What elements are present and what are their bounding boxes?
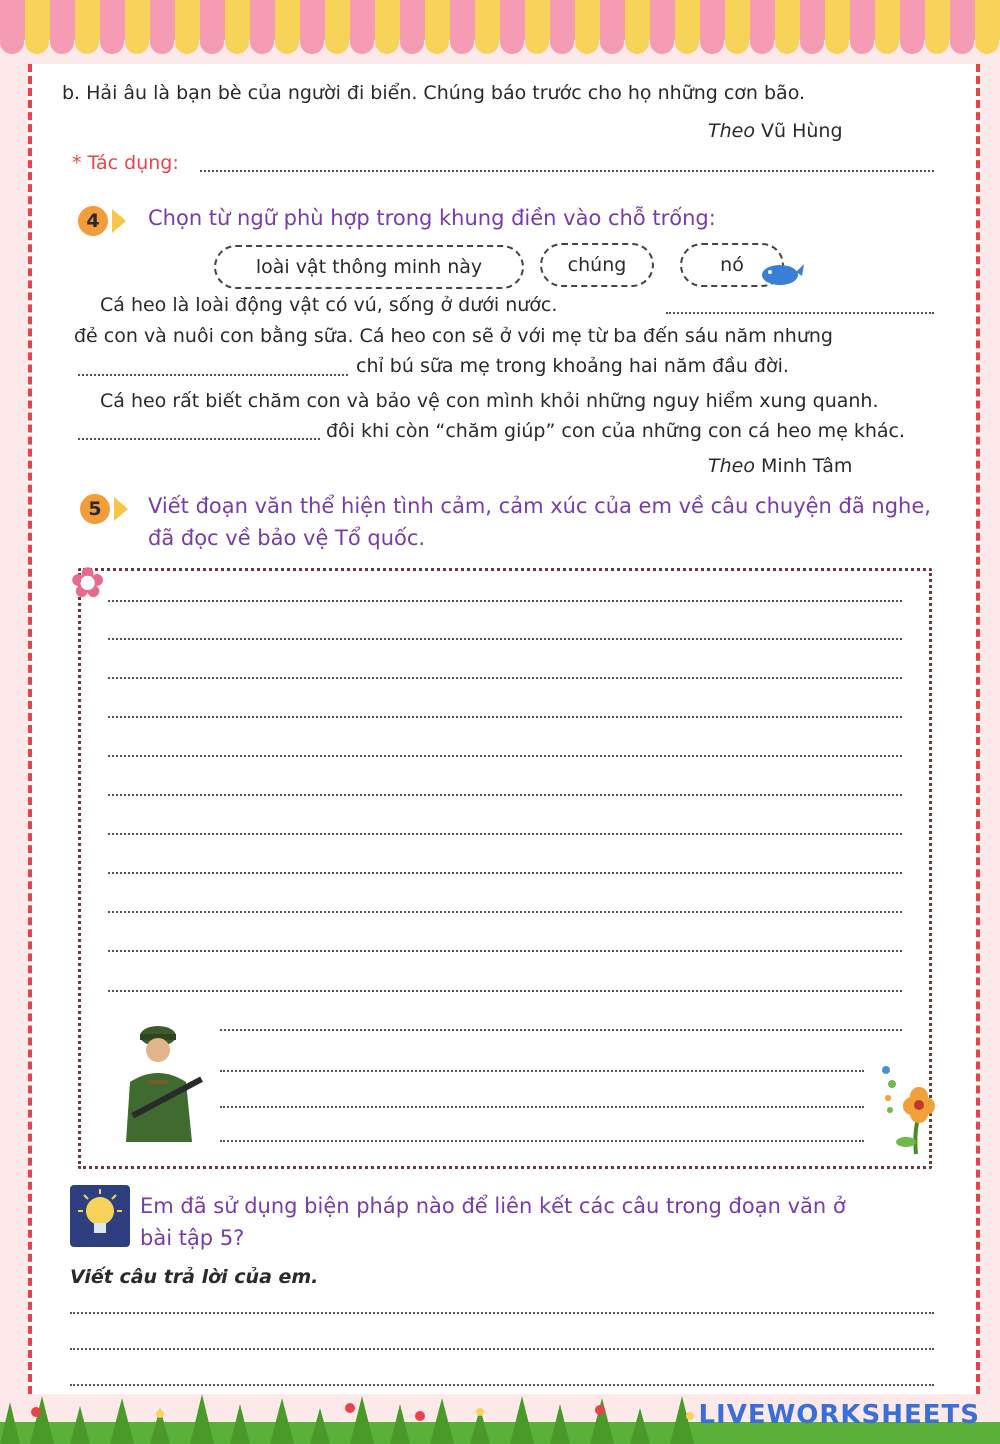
exercise-4-number: 4	[78, 206, 108, 236]
writing-line[interactable]	[220, 1070, 864, 1072]
para1-line1: Cá heo là loài động vật có vú, sống ở dưới nước.	[100, 294, 558, 316]
effect-answer-line[interactable]	[200, 170, 934, 172]
writing-line[interactable]	[108, 755, 902, 757]
blank-3[interactable]	[78, 438, 320, 440]
blank-1[interactable]	[666, 312, 934, 314]
reflection-question-line1: Em đã sử dụng biện pháp nào để liên kết các câu trong đoạn văn ở	[140, 1194, 846, 1218]
reflection-prompt: Viết câu trả lời của em.	[70, 1266, 319, 1288]
part-b-sentence: b. Hải âu là bạn bè của người đi biển. Chúng báo trước cho họ những cơn bão.	[62, 82, 806, 104]
source-prefix: Theo	[708, 120, 755, 142]
para2-line1: Cá heo rất biết chăm con và bảo vệ con mình khỏi những nguy hiểm xung quanh.	[100, 390, 879, 412]
writing-line[interactable]	[220, 1106, 864, 1108]
para1-line3: chỉ bú sữa mẹ trong khoảng hai năm đầu đời.	[356, 355, 789, 377]
writing-line[interactable]	[108, 794, 902, 796]
blank-2[interactable]	[78, 374, 348, 376]
writing-line[interactable]	[108, 911, 902, 913]
bow-icon: ✿	[70, 558, 106, 607]
para1-line2: đẻ con và nuôi con bằng sữa. Cá heo con sẽ ở với mẹ từ ba đến sáu năm nhưng	[74, 325, 833, 347]
reflection-question-line2: bài tập 5?	[140, 1226, 245, 1250]
flag-icon	[114, 497, 128, 521]
source-author: Vũ Hùng	[761, 120, 843, 142]
choice-chip-3[interactable]: nó	[680, 243, 784, 287]
flag-icon	[112, 209, 126, 233]
soldier-illustration	[108, 1022, 208, 1144]
writing-line[interactable]	[108, 716, 902, 718]
watermark: LIVEWORKSHEETS	[698, 1400, 980, 1430]
flower-icon	[876, 1054, 946, 1166]
choice-chip-1[interactable]: loài vật thông minh này	[214, 245, 524, 289]
exercise-4-instruction: Chọn từ ngữ phù hợp trong khung điền vào chỗ trống:	[148, 206, 716, 230]
para2-line2: đôi khi còn “chăm giúp” con của những con cá heo mẹ khác.	[326, 420, 906, 442]
writing-line[interactable]	[108, 990, 902, 992]
writing-line[interactable]	[220, 1140, 864, 1142]
exercise-5-instruction-line2: đã đọc về bảo vệ Tổ quốc.	[148, 526, 426, 550]
answer-line[interactable]	[70, 1348, 934, 1350]
awning-decoration	[0, 0, 1000, 60]
writing-line[interactable]	[108, 872, 902, 874]
writing-line[interactable]	[108, 638, 902, 640]
writing-line[interactable]	[108, 600, 902, 602]
writing-line[interactable]	[108, 950, 902, 952]
exercise-4-source	[708, 455, 852, 477]
part-b-source	[708, 120, 843, 142]
lightbulb-icon	[70, 1185, 130, 1247]
source-author: Minh Tâm	[761, 455, 853, 477]
answer-line[interactable]	[70, 1384, 934, 1386]
writing-line[interactable]	[108, 677, 902, 679]
choice-chip-2[interactable]: chúng	[540, 243, 654, 287]
exercise-5-instruction-line1: Viết đoạn văn thể hiện tình cảm, cảm xúc của em về câu chuyện đã nghe,	[148, 494, 931, 518]
writing-line[interactable]	[220, 1029, 902, 1031]
source-prefix: Theo	[708, 455, 755, 477]
writing-line[interactable]	[108, 833, 902, 835]
answer-line[interactable]	[70, 1312, 934, 1314]
effect-label: * Tác dụng:	[72, 152, 179, 174]
whale-icon	[760, 258, 804, 286]
exercise-5-number: 5	[80, 494, 110, 524]
